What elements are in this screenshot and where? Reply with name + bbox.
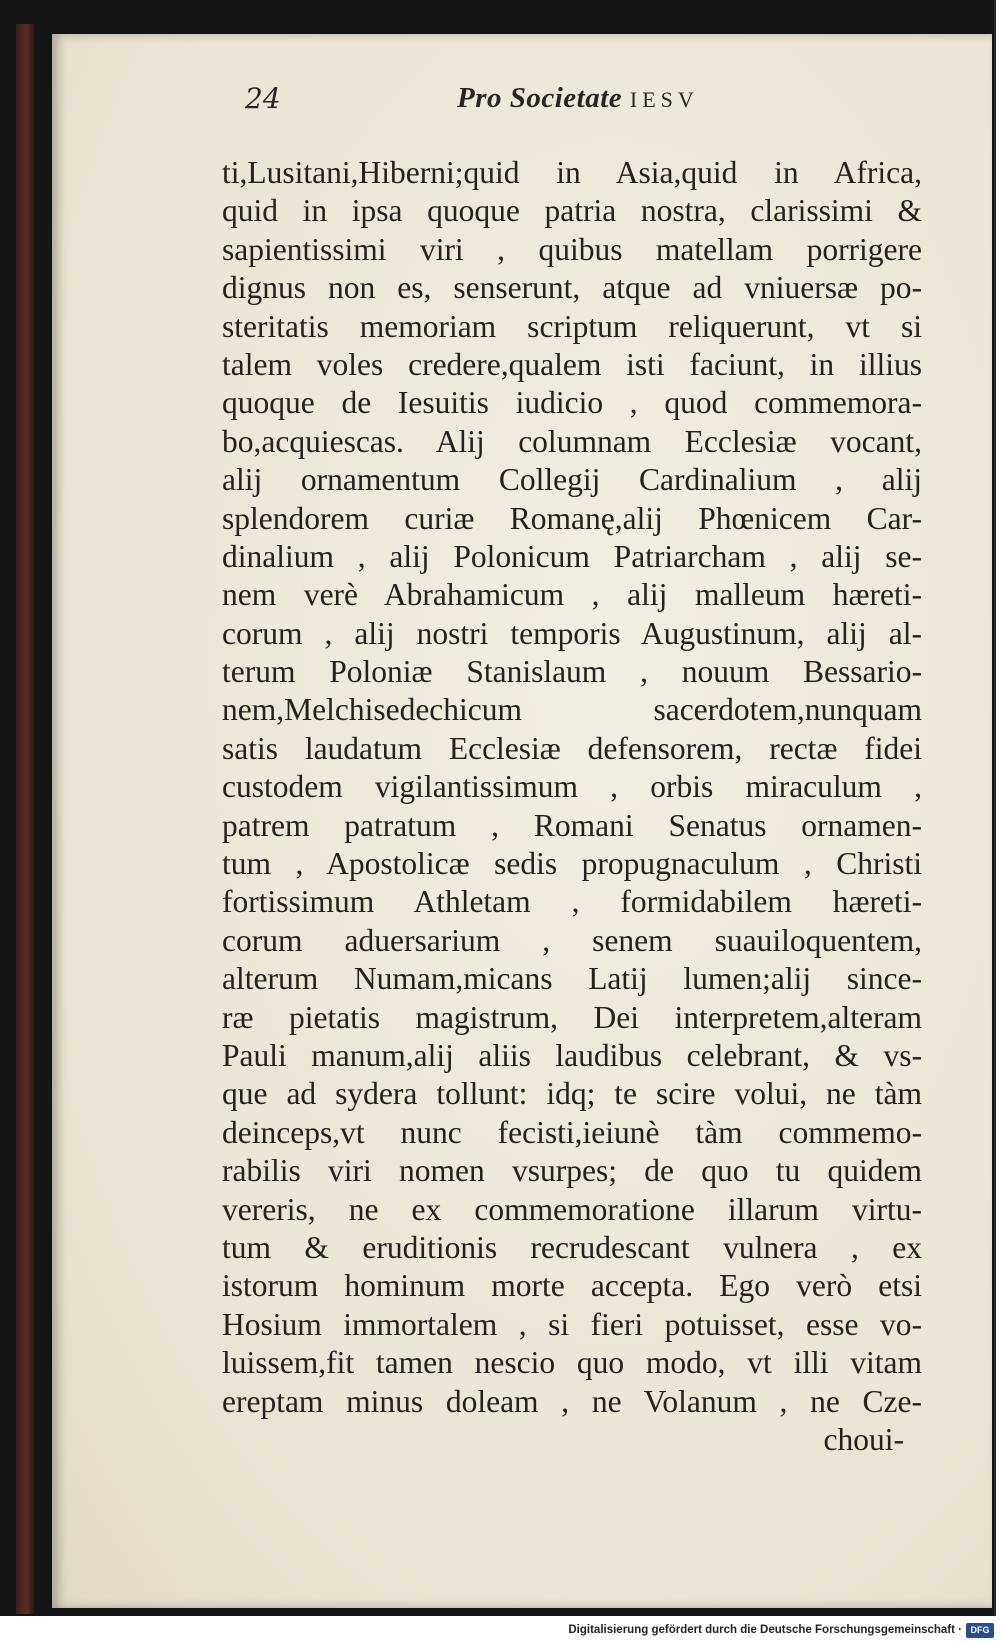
text-line: tum & eruditionis recrudescant vulnera , ex [222, 1229, 922, 1265]
text-line: choui- [823, 1421, 904, 1457]
text-line: steritatis memoriam scriptum reliquerunt, vt si [222, 308, 922, 344]
text-line: tum , Apostolicæ sedis propugnaculum , Christi [222, 846, 922, 882]
text-line: dinalium , alij Polonicum Patriarcham , alij se- [222, 538, 922, 574]
text-line: splendorem curiæ Romanę,alij Phœnicem Car- [222, 500, 922, 536]
page-header [195, 82, 895, 122]
text-line: istorum hominum morte accepta. Ego verò etsi [222, 1268, 922, 1304]
text-line: dignus non es, senserunt, atque ad vniuersæ po- [222, 270, 922, 306]
text-line: corum , alij nostri temporis Augustinum, alij al- [222, 615, 922, 651]
running-head [457, 82, 699, 115]
text-line: fortissimum Athletam , formidabilem hæreti- [222, 884, 922, 920]
text-line: ereptam minus doleam , ne Volanum , ne Cze- [222, 1383, 922, 1419]
dfg-logo: DFG [966, 1623, 994, 1638]
running-head-prefix: Pro Societate [457, 82, 630, 114]
text-line: alij ornamentum Collegij Cardinalium , alij [222, 462, 922, 498]
text-line: ti,Lusitani,Hiberni;quid in Asia,quid in Africa, [222, 155, 922, 190]
text-line: terum Poloniæ Stanislaum , nouum Bessario- [222, 654, 922, 690]
text-line: Hosium immortalem , si fieri potuisset, esse vo- [222, 1306, 922, 1342]
text-line: ræ pietatis magistrum, Dei interpretem,alteram [222, 999, 922, 1035]
text-line: sapientissimi viri , quibus matellam porrigere [222, 231, 922, 267]
body-text [222, 154, 922, 1459]
text-line: corum aduersarium , senem suauiloquentem, [222, 922, 922, 958]
funding-credit: Digitalisierung gefördert durch die Deutsche Forschungsgemeinschaft · [568, 1624, 962, 1636]
running-head-caps: IESV [629, 87, 699, 112]
text-line: patrem patratum , Romani Senatus ornamen- [222, 807, 922, 843]
text-line: talem voles credere,qualem isti faciunt, in illius [222, 346, 922, 382]
text-line: vereris, ne ex commemoratione illarum virtu- [222, 1191, 922, 1227]
text-line: rabilis viri nomen vsurpes; de quo tu quidem [222, 1153, 922, 1189]
book-cover-edge [16, 24, 34, 1614]
text-line: Pauli manum,alij aliis laudibus celebrant, & vs- [222, 1037, 922, 1073]
text-line: deinceps,vt nunc fecisti,ieiunè tàm commemo- [222, 1114, 922, 1150]
text-line: satis laudatum Ecclesiæ defensorem, rectæ fidei [222, 730, 922, 766]
text-line: que ad sydera tollunt: idq; te scire volui, ne tàm [222, 1076, 922, 1112]
text-line: quid in ipsa quoque patria nostra, clarissimi & [222, 193, 922, 229]
text-line: quoque de Iesuitis iudicio , quod commemora- [222, 385, 922, 421]
text-line: luissem,fit tamen nescio quo modo, vt illi vitam [222, 1345, 922, 1381]
text-line: custodem vigilantissimum , orbis miraculum , [222, 769, 922, 805]
page-number: 24 [245, 82, 281, 115]
text-line: nem verè Abrahamicum , alij malleum hæreti- [222, 577, 922, 613]
text-line: bo,acquiescas. Alij columnam Ecclesiæ vocant, [222, 423, 922, 459]
text-line: alterum Numam,micans Latij lumen;alij since- [222, 961, 922, 997]
text-line: nem,Melchisedechicum sacerdotem,nunquam [222, 692, 922, 728]
